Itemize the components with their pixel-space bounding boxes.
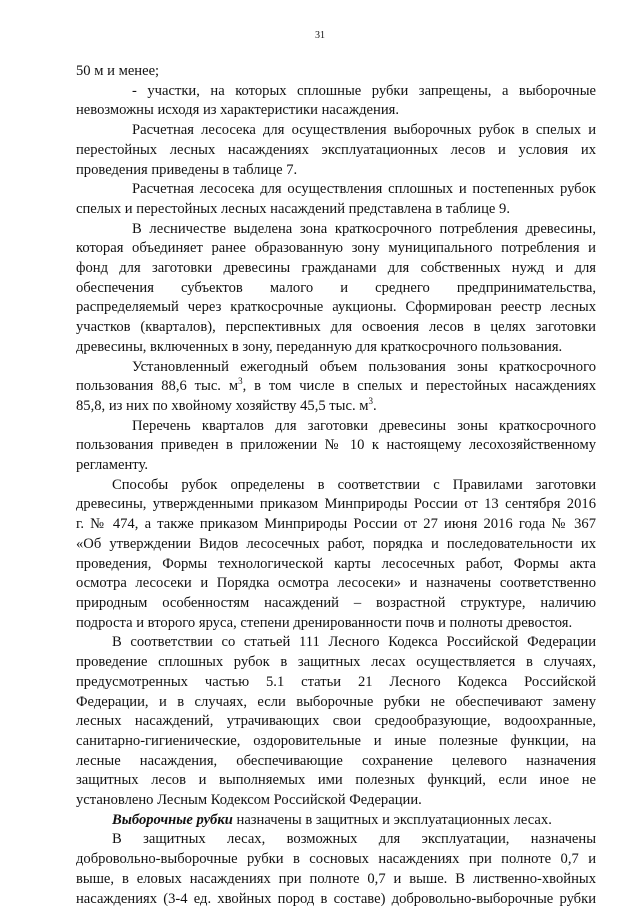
text-line: 85,8, из них по хвойному хозяйству 45,5 тыс. $м^3$. <box>76 395 377 414</box>
text-line: Перечень кварталов для заготовки древесины зоны краткосрочного <box>132 417 596 434</box>
text-line: природным особенностям насаждений – возрастной структуре, наличию <box>76 594 596 611</box>
text-line: осмотра лесосеки и Порядка осмотра лесосеки» и назначены соответственно <box>76 575 596 592</box>
text-line: Способы рубок определены в соответствии с Правилами заготовки <box>112 476 596 493</box>
paragraph-7 <box>76 417 596 476</box>
text-line: проведения, Формы технологической карты лесосечных работ, Формы акта <box>76 555 596 572</box>
paragraph-8 <box>76 476 596 634</box>
text-line: спелых и перестойных лесных насаждений представлена в таблице 9. <box>76 200 510 217</box>
paragraph-5 <box>76 220 596 358</box>
paragraph-11 <box>76 830 596 909</box>
text-line: пользования приведен в приложении № 10 к настоящему лесохозяйственному <box>76 437 596 454</box>
text-line: 50 м и менее; <box>76 63 160 79</box>
text-line: подроста и второго яруса, степени дренированности почв и полноты древостоя. <box>76 614 573 631</box>
text-line: обеспечения субъектов малого и среднего предпринимательства, <box>76 279 596 296</box>
paragraph-4 <box>76 180 596 219</box>
text-line: - участки, на которых сплошные рубки запрещены, а выборочные <box>132 82 596 99</box>
text-line: которая объединяет ранее образованную зону муниципального потребления и <box>76 240 596 257</box>
text-line: лесных насаждений, утрачивающих свои средообразующие, водоохранные, <box>76 713 596 730</box>
text-line: проведения приведены в таблице 7. <box>76 161 298 178</box>
text-line: г. № 474, а также приказом Минприроды России от 27 июня 2016 года № 367 <box>76 516 596 533</box>
text-line: Расчетная лесосека для осуществления выборочных рубок в спелых и <box>132 122 596 139</box>
text-line: насаждениях (3-4 ед. хвойных пород в составе) добровольно-выборочные рубки <box>76 890 596 907</box>
paragraph-3 <box>76 121 596 180</box>
body-text <box>76 62 596 909</box>
text-line: В соответствии со статьей 111 Лесного Кодекса Российской Федерации <box>112 634 596 651</box>
paragraph-2 <box>76 82 596 121</box>
text-line: выше, в еловых насаждениях при полноте 0,7 и выше. В лиственно-хвойных <box>76 870 596 887</box>
paragraph-1 <box>76 62 596 82</box>
text-line: установлено Лесным Кодексом Российской Федерации. <box>76 792 422 809</box>
emphasized-term: Выборочные рубки <box>112 811 233 828</box>
text-line: перестойных лесных насаждениях эксплуатационных лесов и условия их <box>76 141 596 158</box>
text-line: «Об утверждении Видов лесосечных работ, порядка и последовательности их <box>76 535 596 552</box>
text-line: древесины, включенных в зону, переданную для краткосрочного пользования. <box>76 338 563 355</box>
text-line: санитарно-гигиенические, оздоровительные и иные полезные функции, на <box>76 732 596 749</box>
text-line: древесины, утвержденными приказом Минприроды России от 13 сентября 2016 <box>76 496 596 513</box>
text-line: Расчетная лесосека для осуществления сплошных и постепенных рубок <box>132 181 596 198</box>
text-line: добровольно-выборочные рубки в сосновых насаждениях при полноте 0,7 и <box>76 851 596 868</box>
text-line: распределяемый через краткосрочные аукционы. Сформирован реестр лесных <box>76 299 596 316</box>
text-line: невозможны исходя из характеристики насаждения. <box>76 102 399 119</box>
text-line: предусмотренных частью 5.1 статьи 21 Лесного Кодекса Российской <box>76 673 596 690</box>
text-line: участков (кварталов), перспективных для освоения лесов в целях заготовки <box>76 319 596 336</box>
text-line: Выборочные рубки назначены в защитных и эксплуатационных лесах. <box>112 811 552 828</box>
text-line: Федерации, и в случаях, если выборочные рубки не обеспечивают замену <box>76 693 596 710</box>
text-line: регламенту. <box>76 457 148 474</box>
page-number: 31 <box>315 30 325 41</box>
text-line: В защитных лесах, возможных для эксплуатации, назначены <box>112 831 596 848</box>
paragraph-9 <box>76 633 596 810</box>
text-line: фонд для заготовки древесины гражданами для собственных нужд и для <box>76 260 596 277</box>
text-line: защитных лесов и выполняемых ими полезных функций, если иное не <box>76 772 596 789</box>
text-line: В лесничестве выделена зона краткосрочного потребления древесины, <box>132 220 596 237</box>
text-line: проведение сплошных рубок в защитных лесах осуществляется в случаях, <box>76 654 596 671</box>
text-line: пользования 88,6 тыс. $м^3$, в том числе в спелых и перестойных насаждениях <box>76 376 596 395</box>
paragraph-10 <box>76 811 596 831</box>
paragraph-6 <box>76 358 596 417</box>
text-line: лесные насаждения, обеспечивающие сохранение целевого назначения <box>76 752 596 769</box>
text-line: Установленный ежегодный объем пользования зоны краткосрочного <box>132 358 596 375</box>
